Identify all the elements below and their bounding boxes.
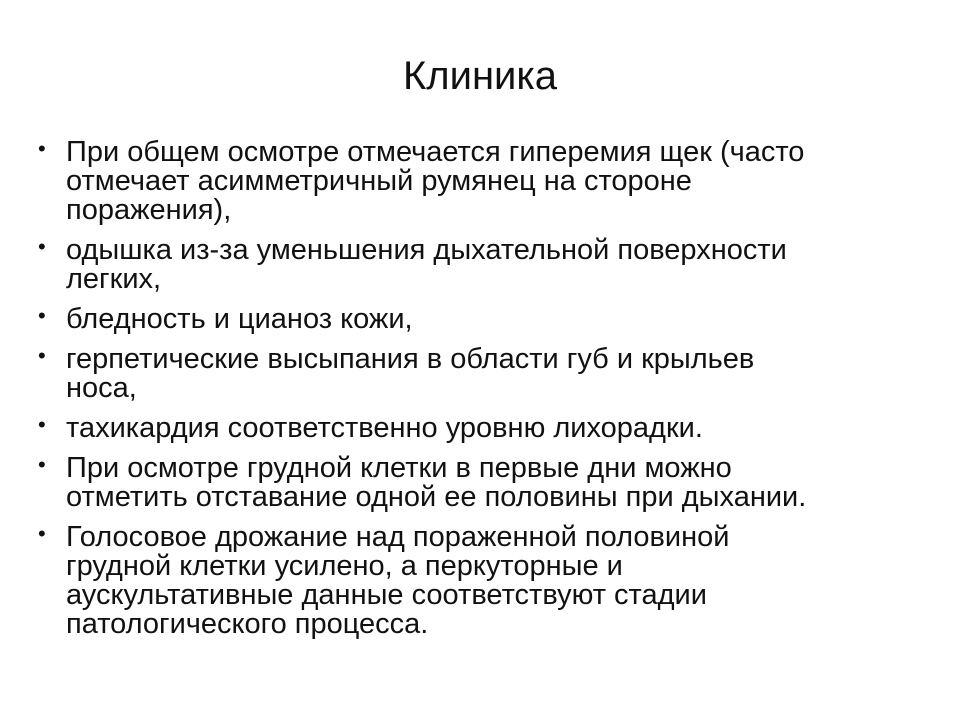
list-item	[38, 305, 918, 334]
list-item-line: При общем осмотре отмечается гиперемия щек (часто	[66, 136, 805, 168]
list-item-line: грудной клетки усилено, а перкуторные и	[66, 550, 623, 582]
list-item-line: аускультативные данные соответствуют стадии	[66, 579, 707, 611]
bullet-icon: •	[38, 521, 46, 546]
list-item-line: тахикардия соответственно уровню лихорадки.	[66, 412, 703, 444]
list-item-line: одышка из-за уменьшения дыхательной поверхности	[66, 234, 787, 266]
list-item-line: носа,	[66, 372, 137, 404]
bullet-icon: •	[38, 136, 46, 161]
list-item	[38, 454, 918, 512]
list-item	[38, 236, 918, 294]
list-item-line: При осмотре грудной клетки в первые дни можно	[66, 452, 732, 484]
list-item-line: патологического процесса.	[66, 608, 429, 640]
bullet-icon: •	[38, 234, 46, 259]
list-item-line: отмечает асимметричный румянец на стороне	[66, 165, 692, 197]
bullet-icon: •	[38, 452, 46, 477]
bullet-icon: •	[38, 303, 46, 328]
list-item	[38, 345, 918, 403]
bullet-list	[38, 138, 918, 650]
list-item-line: Голосовое дрожание над пораженной половиной	[66, 521, 730, 553]
list-item-line: легких,	[66, 263, 162, 295]
list-item-line: поражения),	[66, 194, 232, 226]
list-item-line: герпетические высыпания в области губ и крыльев	[66, 343, 755, 375]
bullet-icon: •	[38, 343, 46, 368]
slide-title: Клиника	[402, 54, 558, 98]
list-item	[38, 523, 918, 639]
list-item	[38, 138, 918, 225]
list-item-line: бледность и цианоз кожи,	[66, 303, 413, 335]
bullet-icon: •	[38, 412, 46, 437]
list-item-line: отметить отставание одной ее половины при дыхании.	[66, 481, 807, 513]
list-item	[38, 414, 918, 443]
